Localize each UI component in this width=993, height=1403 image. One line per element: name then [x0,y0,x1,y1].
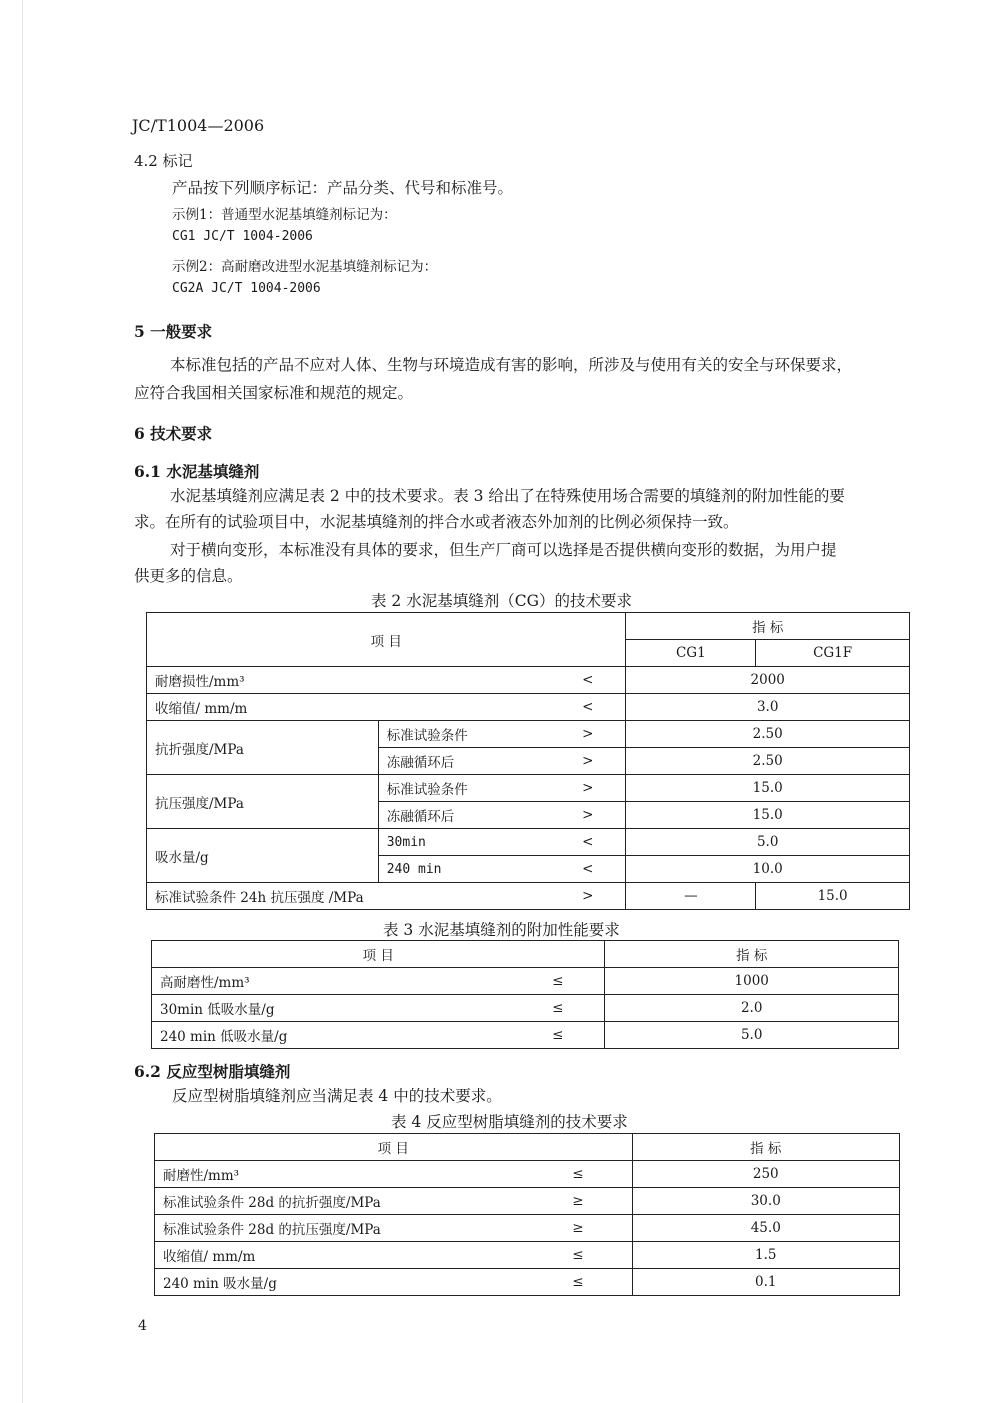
table-2-r5-item: 吸水量/g [147,829,379,883]
table-4-r1-op: ≤ [524,1161,632,1188]
table-3-r2-item: 30min 低吸水量/g [152,995,512,1022]
table-2 [146,612,910,910]
table-4-caption: 表 4 反应型树脂填缝剂的技术要求 [391,1113,628,1131]
page-number: 4 [138,1318,147,1334]
section-6-2-heading: 6.2 反应型树脂填缝剂 [134,1062,291,1081]
table-2-r2-val: 3.0 [626,694,910,721]
table-2-r3-op2: > [550,748,626,775]
table-row [147,775,910,802]
table-2-r5-op2: < [550,856,626,883]
table-2-r6-op: > [550,883,626,910]
table-4-r4-item: 收缩值/ mm/m [155,1242,525,1269]
table-3-r2-val: 2.0 [605,995,899,1022]
section-6-1-paragraph2-line1: 对于横向变形，本标准没有具体的要求，但生产厂商可以选择是否提供横向变形的数据，为用户提 [170,541,837,559]
table-4 [154,1133,900,1296]
table-2-r1-item: 耐磨损性/mm³ [147,667,551,694]
table-2-r5-val1: 5.0 [626,829,910,856]
table-2-head-cg1: CG1 [626,640,756,667]
table-2-r2-op: < [550,694,626,721]
table-2-r5-val2: 10.0 [626,856,910,883]
table-2-r4-item: 抗压强度/MPa [147,775,379,829]
table-row [155,1188,900,1215]
table-2-r2-item: 收缩值/ mm/m [147,694,551,721]
table-2-r3-op1: > [550,721,626,748]
example-1-label: 示例1：普通型水泥基填缝剂标记为： [172,207,397,223]
section-5-paragraph-line2: 应符合我国相关国家标准和规范的规定。 [134,384,414,402]
table-2-head-cg1f: CG1F [756,640,910,667]
table-2-r1-op: < [550,667,626,694]
table-3-r3-op: ≤ [511,1022,605,1049]
table-4-r5-op: ≤ [524,1269,632,1296]
table-2-r4-val1: 15.0 [626,775,910,802]
table-3-r2-op: ≤ [511,995,605,1022]
table-4-r3-item: 标准试验条件 28d 的抗压强度/MPa [155,1215,525,1242]
table-row [147,721,910,748]
table-3-r1-item: 高耐磨性/mm³ [152,968,512,995]
example-2-code: CG2A JC/T 1004-2006 [172,281,321,296]
table-4-r2-val: 30.0 [632,1188,900,1215]
table-2-r5-sub1: 30min [378,829,550,856]
table-3-head-item: 项 目 [152,941,605,968]
table-4-head-item: 项 目 [155,1134,633,1161]
table-3-r1-val: 1000 [605,968,899,995]
table-row [155,1161,900,1188]
table-3-r1-op: ≤ [511,968,605,995]
table-row [155,1242,900,1269]
table-3-caption: 表 3 水泥基填缝剂的附加性能要求 [383,921,620,939]
table-2-r3-val1: 2.50 [626,721,910,748]
table-row [147,667,910,694]
section-6-2-paragraph: 反应型树脂填缝剂应当满足表 4 中的技术要求。 [172,1087,502,1105]
table-row [152,968,899,995]
table-3-head-index: 指 标 [605,941,899,968]
table-row [147,883,910,910]
table-4-r1-val: 250 [632,1161,900,1188]
table-4-r4-val: 1.5 [632,1242,900,1269]
table-2-r4-op1: > [550,775,626,802]
table-2-r4-op2: > [550,802,626,829]
table-4-r5-val: 0.1 [632,1269,900,1296]
section-4-2-paragraph: 产品按下列顺序标记：产品分类、代号和标准号。 [172,179,514,197]
table-row [147,829,910,856]
table-2-r3-val2: 2.50 [626,748,910,775]
table-2-r4-val2: 15.0 [626,802,910,829]
table-2-r6-item: 标准试验条件 24h 抗压强度 /MPa [147,883,551,910]
table-row [152,1022,899,1049]
table-2-r3-sub2: 冻融循环后 [378,748,550,775]
section-4-2-heading: 4.2 标记 [134,152,193,170]
table-2-head-item: 项 目 [147,613,626,667]
example-2-label: 示例2：高耐磨改进型水泥基填缝剂标记为： [172,259,438,275]
table-row [155,1215,900,1242]
section-6-1-heading: 6.1 水泥基填缝剂 [134,462,260,481]
table-2-caption: 表 2 水泥基填缝剂（CG）的技术要求 [371,592,632,610]
table-4-r2-op: ≥ [524,1188,632,1215]
table-row [155,1269,900,1296]
table-2-r3-sub1: 标准试验条件 [378,721,550,748]
table-2-r4-sub2: 冻融循环后 [378,802,550,829]
table-2-r5-sub2: 240 min [378,856,550,883]
scan-edge-line [22,0,23,1403]
table-3-r3-item: 240 min 低吸水量/g [152,1022,512,1049]
section-5-paragraph-line1: 本标准包括的产品不应对人体、生物与环境造成有害的影响，所涉及与使用有关的安全与环保要求， [170,356,853,374]
table-4-r3-val: 45.0 [632,1215,900,1242]
table-row [152,995,899,1022]
document-id: JC/T1004—2006 [132,116,265,135]
table-4-r2-item: 标准试验条件 28d 的抗折强度/MPa [155,1188,525,1215]
table-2-r6-cg1f: 15.0 [756,883,910,910]
table-2-r1-val: 2000 [626,667,910,694]
table-4-r4-op: ≤ [524,1242,632,1269]
section-6-1-paragraph2-line2: 供更多的信息。 [134,567,243,585]
table-2-head-index: 指 标 [626,613,910,640]
table-3 [151,940,899,1049]
table-3-r3-val: 5.0 [605,1022,899,1049]
table-2-r3-item: 抗折强度/MPa [147,721,379,775]
table-4-r3-op: ≥ [524,1215,632,1242]
section-5-heading: 5 一般要求 [134,322,213,341]
section-6-heading: 6 技术要求 [134,424,213,443]
table-2-r4-sub1: 标准试验条件 [378,775,550,802]
table-2-r5-op1: < [550,829,626,856]
table-4-r1-item: 耐磨性/mm³ [155,1161,525,1188]
table-4-head-index: 指 标 [632,1134,900,1161]
table-2-r6-cg1: — [626,883,756,910]
section-6-1-paragraph1-line1: 水泥基填缝剂应满足表 2 中的技术要求。表 3 给出了在特殊使用场合需要的填缝剂的附加性能的要 [170,487,845,505]
table-4-r5-item: 240 min 吸水量/g [155,1269,525,1296]
table-row [147,694,910,721]
example-1-code: CG1 JC/T 1004-2006 [172,229,313,244]
section-6-1-paragraph1-line2: 求。在所有的试验项目中，水泥基填缝剂的拌合水或者液态外加剂的比例必须保持一致。 [134,513,739,531]
